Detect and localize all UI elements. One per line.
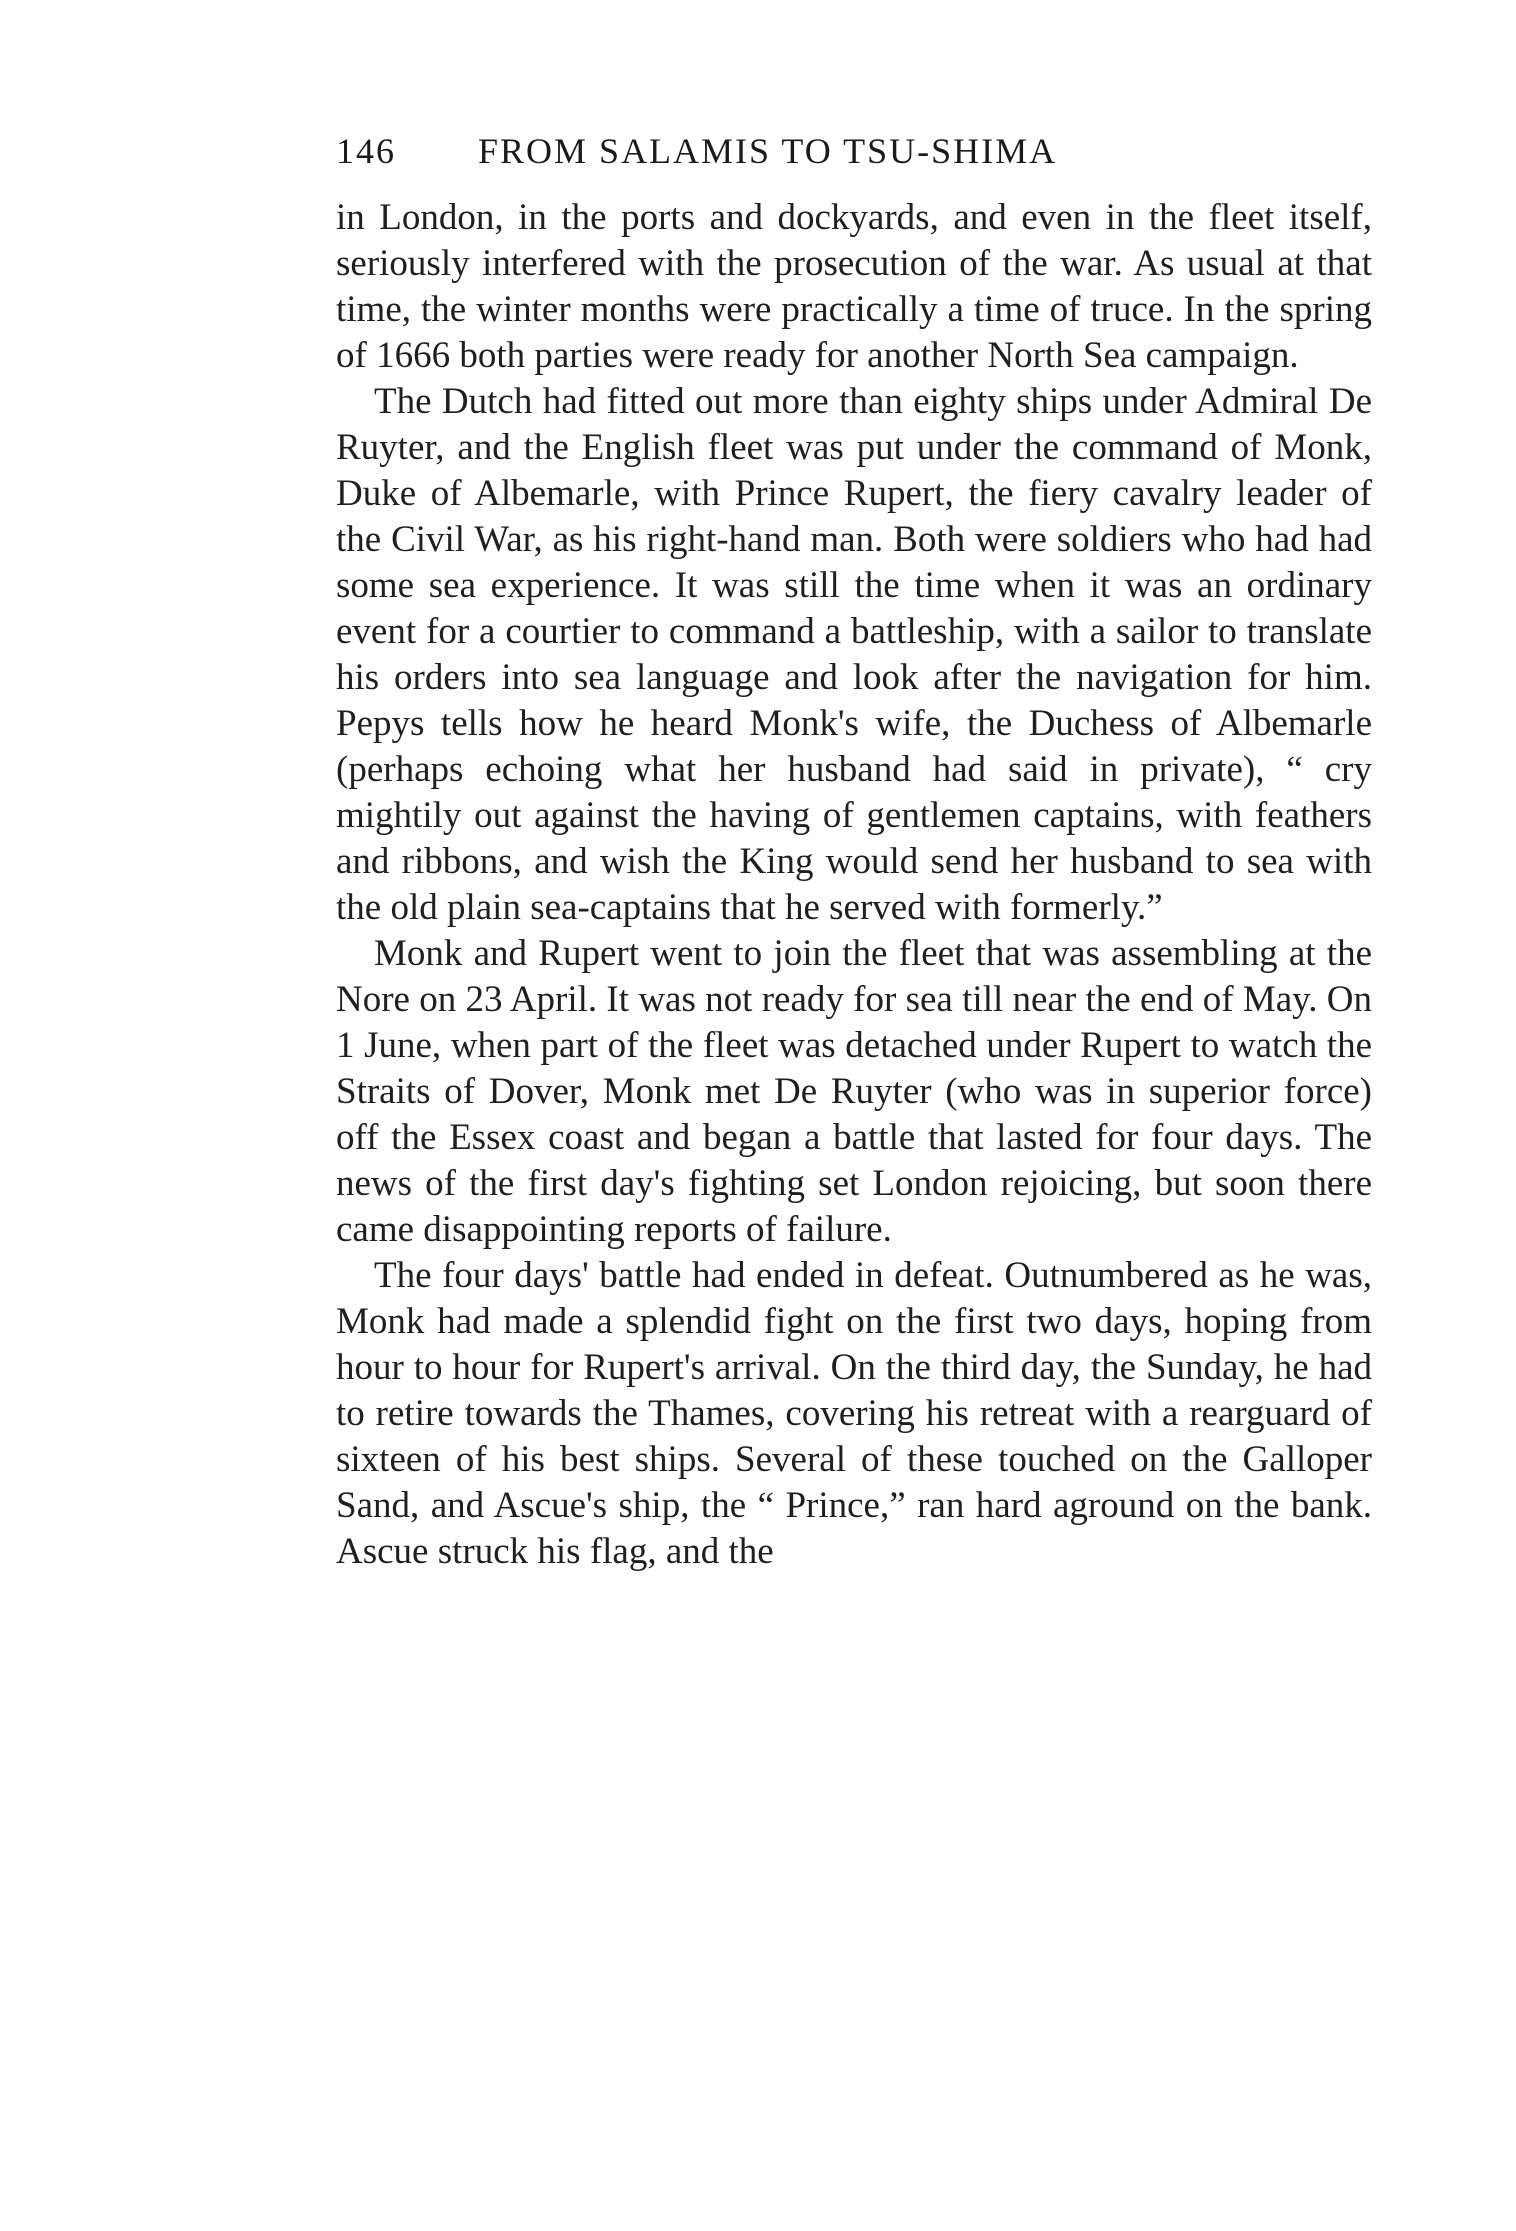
page-number: 146 (336, 131, 396, 171)
page-header (336, 120, 1372, 180)
body-text (336, 195, 1372, 1575)
paragraph: in London, in the ports and dockyards, and even in the fleet itself, seriously interfered with the prosecution of the war. As usual at that time, the winter months were practically a time of truce. In the spring of 1666 both parties were ready for another North Sea campaign. (336, 197, 1372, 376)
paragraph: Monk and Rupert went to join the fleet that was assembling at the Nore on 23 April. It was not ready for sea till near the end of May. On 1 June, when part of the fleet was detached under Rupert to watch the Straits of Dover, Monk met De Ruyter (who was in superior force) off the Essex coast and began a battle that lasted for four days. The news of the first day's fighting set London rejoicing, but soon there came disappointing reports of failure. (336, 933, 1372, 1250)
paragraph: The four days' battle had ended in defeat. Outnumbered as he was, Monk had made a splendid fight on the first two days, hoping from hour to hour for Rupert's arrival. On the third day, the Sunday, he had to retire towards the Thames, covering his retreat with a rearguard of sixteen of his best ships. Several of these touched on the Galloper Sand, and Ascue's ship, the “ Prince,” ran hard aground on the bank. Ascue struck his flag, and the (336, 1255, 1372, 1572)
paragraph: The Dutch had fitted out more than eighty ships under Admiral De Ruyter, and the English fleet was put under the command of Monk, Duke of Albemarle, with Prince Rupert, the fiery cavalry leader of the Civil War, as his right-hand man. Both were soldiers who had had some sea experience. It was still the time when it was an ordinary event for a courtier to command a battleship, with a sailor to translate his orders into sea language and look after the navigation for him. Pepys tells how he heard Monk's wife, the Duchess of Albemarle (perhaps echoing what her husband had said in private), “ cry mightily out against the having of gentlemen captains, with feathers and ribbons, and wish the King would send her husband to sea with the old plain sea-captains that he served with formerly.” (336, 381, 1372, 928)
running-title: FROM SALAMIS TO TSU-SHIMA (478, 131, 1058, 171)
